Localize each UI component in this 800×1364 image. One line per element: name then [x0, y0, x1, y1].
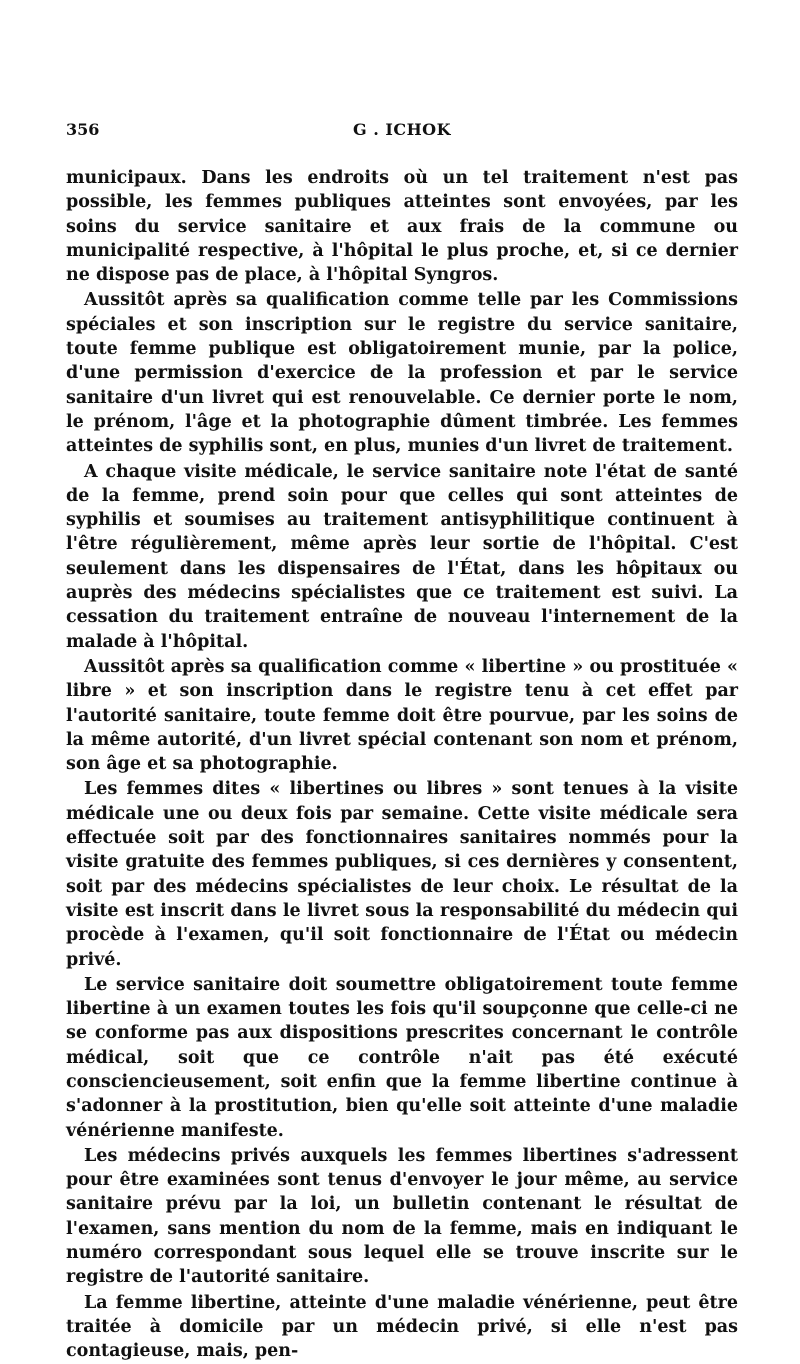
paragraph: A chaque visite médicale, le service sanitaire note l'état de santé de la femme, prend soin pour que celles qui sont atteintes de syphilis et soumises au traitement antisyphilitique continuent à l'être régulièrement, même après leur sortie de l'hôpital. C'est seulement dans les dispensaires de l'État, dans les hôpitaux ou auprès des médecins spécialistes que ce traitement est suivi. La cessation du traitement entraîne de nouveau l'internement de la malade à l'hôpital.: [66, 461, 738, 652]
paragraph: Aussitôt après sa qualification comme telle par les Commissions spéciales et son inscription sur le registre du service sanitaire, toute femme publique est obligatoirement munie, par la police, d'une permission d'exercice de la profession et par le service sanitaire d'un livret qui est renouvelable. Ce dernier porte le nom, le prénom, l'âge et la photographie dûment timbrée. Les femmes atteintes de syphilis sont, en plus, munies d'un livret de traitement.: [66, 290, 738, 457]
paragraph: Le service sanitaire doit soumettre obligatoirement toute femme libertine à un examen toutes les fois qu'il soupçonne que celle-ci ne se conforme pas aux dispositions prescrites concernant le contrôle médical, soit que ce contrôle n'ait pas été exécuté consciencieusement, soit enfin que la femme libertine continue à s'adonner à la prostitution, bien qu'elle soit atteinte d'une maladie vénérienne manifeste.: [66, 974, 738, 1141]
paragraph: Les médecins privés auxquels les femmes libertines s'adressent pour être examinées sont tenus d'envoyer le jour même, au service sanitaire prévu par la loi, un bulletin contenant le résultat de l'examen, sans mention du nom de la femme, mais en indiquant le numéro correspondant sous lequel elle se trouve inscrite sur le registre de l'autorité sanitaire.: [66, 1145, 738, 1288]
paragraph: La femme libertine, atteinte d'une maladie vénérienne, peut être traitée à domicile par un médecin privé, si elle n'est pas contagieuse, mais, pen-: [66, 1292, 738, 1362]
paragraph: Les femmes dites « libertines ou libres » sont tenues à la visite médicale une ou deux fois par semaine. Cette visite médicale sera effectuée soit par des fonctionnaires sanitaires nommés pour la visite gratuite des femmes publiques, si ces dernières y consentent, soit par des médecins spécialistes de leur choix. Le résultat de la visite est inscrit dans le livret sous la responsabilité du médecin qui procède à l'examen, qu'il soit fonctionnaire de l'État ou médecin privé.: [66, 779, 738, 970]
running-head-author: G . ICHOK: [352, 120, 452, 139]
running-head: [66, 120, 738, 144]
paragraph: municipaux. Dans les endroits où un tel traitement n'est pas possible, les femmes publiques atteintes sont envoyées, par les soins du service sanitaire et aux frais de la commune ou municipalité respective, à l'hôpital le plus proche, et, si ce dernier ne dispose pas de place, à l'hôpital Syngros.: [66, 168, 738, 286]
paragraph: Aussitôt après sa qualification comme « libertine » ou prostituée « libre » et son inscription dans le registre tenu à cet effet par l'autorité sanitaire, toute femme doit être pourvue, par les soins de la même autorité, d'un livret spécial contenant son nom et prénom, son âge et sa photographie.: [66, 656, 738, 775]
body-text: [66, 166, 738, 1364]
page-number: 356: [66, 120, 100, 139]
